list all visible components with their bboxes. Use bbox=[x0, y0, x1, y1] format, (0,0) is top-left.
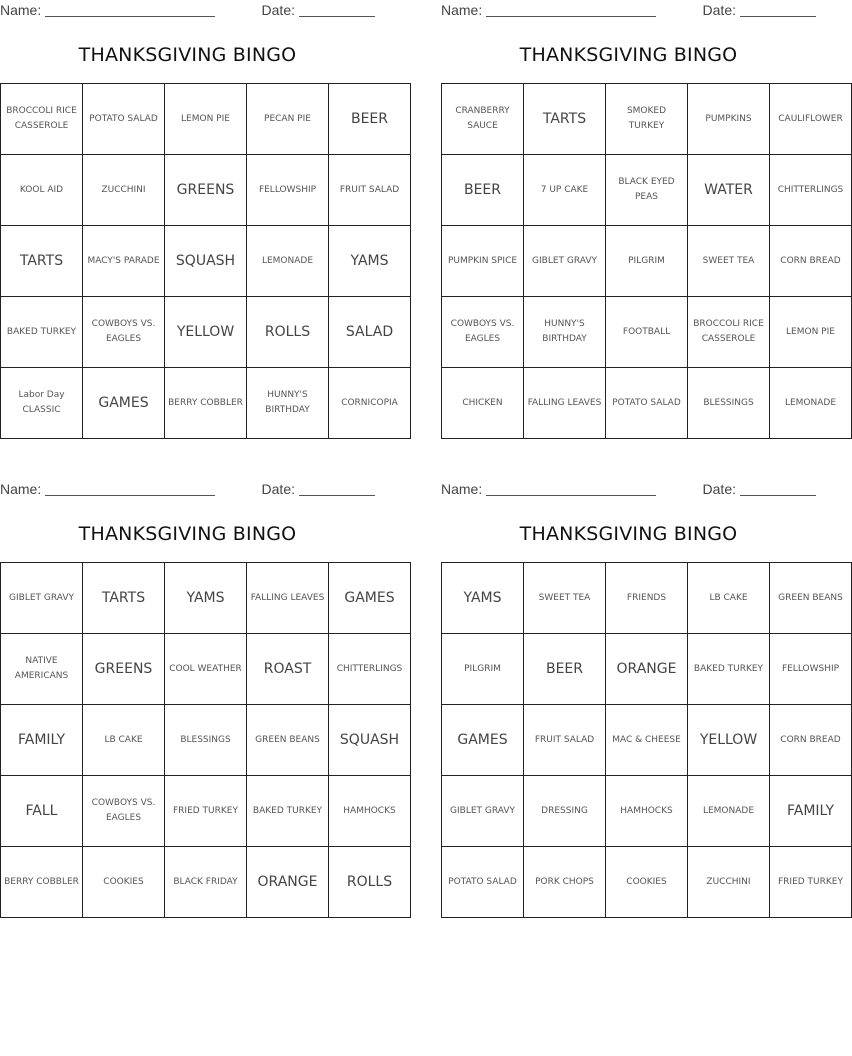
bingo-card bbox=[441, 479, 843, 887]
bingo-cell: CAULIFLOWER bbox=[770, 84, 852, 155]
bingo-cell: TARTS bbox=[524, 84, 606, 155]
bingo-cell: PECAN PIE bbox=[247, 84, 329, 155]
bingo-cell: LEMONADE bbox=[247, 226, 329, 297]
bingo-cell: WATER bbox=[688, 155, 770, 226]
bingo-cell: CRANBERRY SAUCE bbox=[442, 84, 524, 155]
bingo-cell: BLESSINGS bbox=[688, 368, 770, 439]
date-field bbox=[703, 481, 816, 497]
bingo-cell: BAKED TURKEY bbox=[247, 776, 329, 847]
bingo-cell: FALL bbox=[1, 776, 83, 847]
bingo-cell: ZUCCHINI bbox=[83, 155, 165, 226]
bingo-cell: YELLOW bbox=[688, 705, 770, 776]
bingo-cell: ROLLS bbox=[329, 847, 411, 918]
bingo-cell: BLACK EYED PEAS bbox=[606, 155, 688, 226]
bingo-row bbox=[1, 563, 411, 634]
bingo-cell: FRIED TURKEY bbox=[770, 847, 852, 918]
bingo-cell: NATIVE AMERICANS bbox=[1, 634, 83, 705]
bingo-grid bbox=[0, 83, 411, 439]
bingo-cell: CHICKEN bbox=[442, 368, 524, 439]
bingo-cell: ORANGE bbox=[606, 634, 688, 705]
bingo-row bbox=[1, 297, 411, 368]
date-label: Date: bbox=[261, 481, 295, 497]
bingo-cell: DRESSING bbox=[524, 776, 606, 847]
card-title: THANKSGIVING BINGO bbox=[519, 44, 738, 66]
bingo-cell: SQUASH bbox=[165, 226, 247, 297]
bingo-row bbox=[442, 776, 852, 847]
date-label: Date: bbox=[702, 2, 736, 18]
bingo-cell: ZUCCHINI bbox=[688, 847, 770, 918]
bingo-cell: FALLING LEAVES bbox=[247, 563, 329, 634]
bingo-cell: YAMS bbox=[442, 563, 524, 634]
bingo-cell: LB CAKE bbox=[688, 563, 770, 634]
bingo-cell: COOKIES bbox=[606, 847, 688, 918]
bingo-cell: FELLOWSHIP bbox=[770, 634, 852, 705]
bingo-cell: CHITTERLINGS bbox=[329, 634, 411, 705]
bingo-cell: CORN BREAD bbox=[770, 705, 852, 776]
bingo-cell: FAMILY bbox=[770, 776, 852, 847]
bingo-cell: GREEN BEANS bbox=[247, 705, 329, 776]
bingo-cell: CORNICOPIA bbox=[329, 368, 411, 439]
name-label: Name: bbox=[0, 2, 42, 18]
bingo-cell: YELLOW bbox=[165, 297, 247, 368]
date-field bbox=[262, 481, 375, 497]
bingo-cell: PUMPKIN SPICE bbox=[442, 226, 524, 297]
name-blank-line bbox=[45, 3, 215, 17]
card-title: THANKSGIVING BINGO bbox=[519, 523, 738, 545]
bingo-cell: BAKED TURKEY bbox=[1, 297, 83, 368]
bingo-row bbox=[1, 634, 411, 705]
bingo-grid bbox=[441, 83, 852, 439]
date-label: Date: bbox=[261, 2, 295, 18]
name-field bbox=[441, 2, 656, 18]
name-date-bar bbox=[441, 479, 816, 501]
bingo-cell: PILGRIM bbox=[442, 634, 524, 705]
bingo-cell: FRUIT SALAD bbox=[524, 705, 606, 776]
name-label: Name: bbox=[441, 2, 483, 18]
bingo-cell: SWEET TEA bbox=[524, 563, 606, 634]
bingo-cell: SWEET TEA bbox=[688, 226, 770, 297]
bingo-cell: FRUIT SALAD bbox=[329, 155, 411, 226]
bingo-cell: FRIENDS bbox=[606, 563, 688, 634]
bingo-cell: Labor Day CLASSIC bbox=[1, 368, 83, 439]
name-date-bar bbox=[0, 0, 375, 22]
bingo-cell: PORK CHOPS bbox=[524, 847, 606, 918]
bingo-cell: BROCCOLI RICE CASSEROLE bbox=[1, 84, 83, 155]
bingo-cell: GIBLET GRAVY bbox=[1, 563, 83, 634]
bingo-cell: MAC & CHEESE bbox=[606, 705, 688, 776]
date-blank-line bbox=[299, 482, 375, 496]
bingo-cell: GREENS bbox=[83, 634, 165, 705]
bingo-cell: PUMPKINS bbox=[688, 84, 770, 155]
bingo-row bbox=[1, 155, 411, 226]
bingo-cell: MACY'S PARADE bbox=[83, 226, 165, 297]
name-blank-line bbox=[45, 482, 215, 496]
bingo-row bbox=[442, 297, 852, 368]
bingo-cell: BERRY COBBLER bbox=[1, 847, 83, 918]
bingo-cell: POTATO SALAD bbox=[442, 847, 524, 918]
bingo-cell: PILGRIM bbox=[606, 226, 688, 297]
bingo-cell: BEER bbox=[329, 84, 411, 155]
bingo-cell: BAKED TURKEY bbox=[688, 634, 770, 705]
bingo-cell: BEER bbox=[442, 155, 524, 226]
bingo-cell: TARTS bbox=[1, 226, 83, 297]
bingo-cell: FRIED TURKEY bbox=[165, 776, 247, 847]
bingo-cell: FALLING LEAVES bbox=[524, 368, 606, 439]
bingo-cell: KOOL AID bbox=[1, 155, 83, 226]
bingo-cell: ORANGE bbox=[247, 847, 329, 918]
bingo-cell: LEMON PIE bbox=[165, 84, 247, 155]
bingo-cell: ROAST bbox=[247, 634, 329, 705]
bingo-cell: BLESSINGS bbox=[165, 705, 247, 776]
bingo-cell: HAMHOCKS bbox=[606, 776, 688, 847]
bingo-cell: COWBOYS VS. EAGLES bbox=[442, 297, 524, 368]
bingo-row bbox=[442, 847, 852, 918]
bingo-cell: FELLOWSHIP bbox=[247, 155, 329, 226]
bingo-cell: BROCCOLI RICE CASSEROLE bbox=[688, 297, 770, 368]
bingo-cell: GIBLET GRAVY bbox=[442, 776, 524, 847]
name-date-bar bbox=[441, 0, 816, 22]
bingo-cell: COOKIES bbox=[83, 847, 165, 918]
bingo-row bbox=[442, 705, 852, 776]
bingo-row bbox=[442, 634, 852, 705]
bingo-row bbox=[442, 84, 852, 155]
name-label: Name: bbox=[441, 481, 483, 497]
bingo-cell: COWBOYS VS. EAGLES bbox=[83, 297, 165, 368]
name-field bbox=[441, 481, 656, 497]
bingo-row bbox=[1, 226, 411, 297]
bingo-row bbox=[1, 84, 411, 155]
date-blank-line bbox=[740, 482, 816, 496]
bingo-cell: LEMONADE bbox=[688, 776, 770, 847]
bingo-cell: GAMES bbox=[83, 368, 165, 439]
bingo-cell: SQUASH bbox=[329, 705, 411, 776]
date-blank-line bbox=[299, 3, 375, 17]
bingo-cell: POTATO SALAD bbox=[83, 84, 165, 155]
bingo-row bbox=[1, 368, 411, 439]
date-blank-line bbox=[740, 3, 816, 17]
card-title: THANKSGIVING BINGO bbox=[78, 523, 297, 545]
bingo-cell: GREENS bbox=[165, 155, 247, 226]
bingo-cell: BERRY COBBLER bbox=[165, 368, 247, 439]
bingo-row bbox=[442, 368, 852, 439]
bingo-cell: LEMONADE bbox=[770, 368, 852, 439]
name-blank-line bbox=[486, 3, 656, 17]
bingo-grid bbox=[441, 562, 852, 918]
bingo-cell: GREEN BEANS bbox=[770, 563, 852, 634]
bingo-cell: ROLLS bbox=[247, 297, 329, 368]
bingo-cell: BEER bbox=[524, 634, 606, 705]
bingo-cell: FAMILY bbox=[1, 705, 83, 776]
bingo-card bbox=[441, 0, 844, 408]
bingo-cell: GAMES bbox=[329, 563, 411, 634]
bingo-cell: HUNNY'S BIRTHDAY bbox=[524, 297, 606, 368]
bingo-row bbox=[442, 563, 852, 634]
bingo-cell: FOOTBALL bbox=[606, 297, 688, 368]
bingo-cell: LEMON PIE bbox=[770, 297, 852, 368]
name-blank-line bbox=[486, 482, 656, 496]
date-field bbox=[262, 2, 375, 18]
bingo-cell: SMOKED TURKEY bbox=[606, 84, 688, 155]
bingo-cell: COWBOYS VS. EAGLES bbox=[83, 776, 165, 847]
bingo-card bbox=[0, 0, 400, 415]
bingo-cell: BLACK FRIDAY bbox=[165, 847, 247, 918]
bingo-row bbox=[442, 155, 852, 226]
name-field bbox=[0, 2, 215, 18]
bingo-cell: HUNNY'S BIRTHDAY bbox=[247, 368, 329, 439]
bingo-cell: CHITTERLINGS bbox=[770, 155, 852, 226]
name-field bbox=[0, 481, 215, 497]
bingo-cell: SALAD bbox=[329, 297, 411, 368]
bingo-cell: HAMHOCKS bbox=[329, 776, 411, 847]
bingo-cell: COOL WEATHER bbox=[165, 634, 247, 705]
bingo-row bbox=[1, 705, 411, 776]
bingo-row bbox=[1, 776, 411, 847]
bingo-card bbox=[0, 479, 403, 890]
bingo-cell: 7 UP CAKE bbox=[524, 155, 606, 226]
card-title: THANKSGIVING BINGO bbox=[78, 44, 297, 66]
name-date-bar bbox=[0, 479, 375, 501]
bingo-cell: GAMES bbox=[442, 705, 524, 776]
bingo-cell: GIBLET GRAVY bbox=[524, 226, 606, 297]
bingo-cell: YAMS bbox=[329, 226, 411, 297]
bingo-cell: LB CAKE bbox=[83, 705, 165, 776]
bingo-cell: TARTS bbox=[83, 563, 165, 634]
date-field bbox=[703, 2, 816, 18]
bingo-grid bbox=[0, 562, 411, 918]
bingo-cell: YAMS bbox=[165, 563, 247, 634]
date-label: Date: bbox=[702, 481, 736, 497]
bingo-row bbox=[442, 226, 852, 297]
bingo-cell: POTATO SALAD bbox=[606, 368, 688, 439]
bingo-row bbox=[1, 847, 411, 918]
bingo-cell: CORN BREAD bbox=[770, 226, 852, 297]
name-label: Name: bbox=[0, 481, 42, 497]
